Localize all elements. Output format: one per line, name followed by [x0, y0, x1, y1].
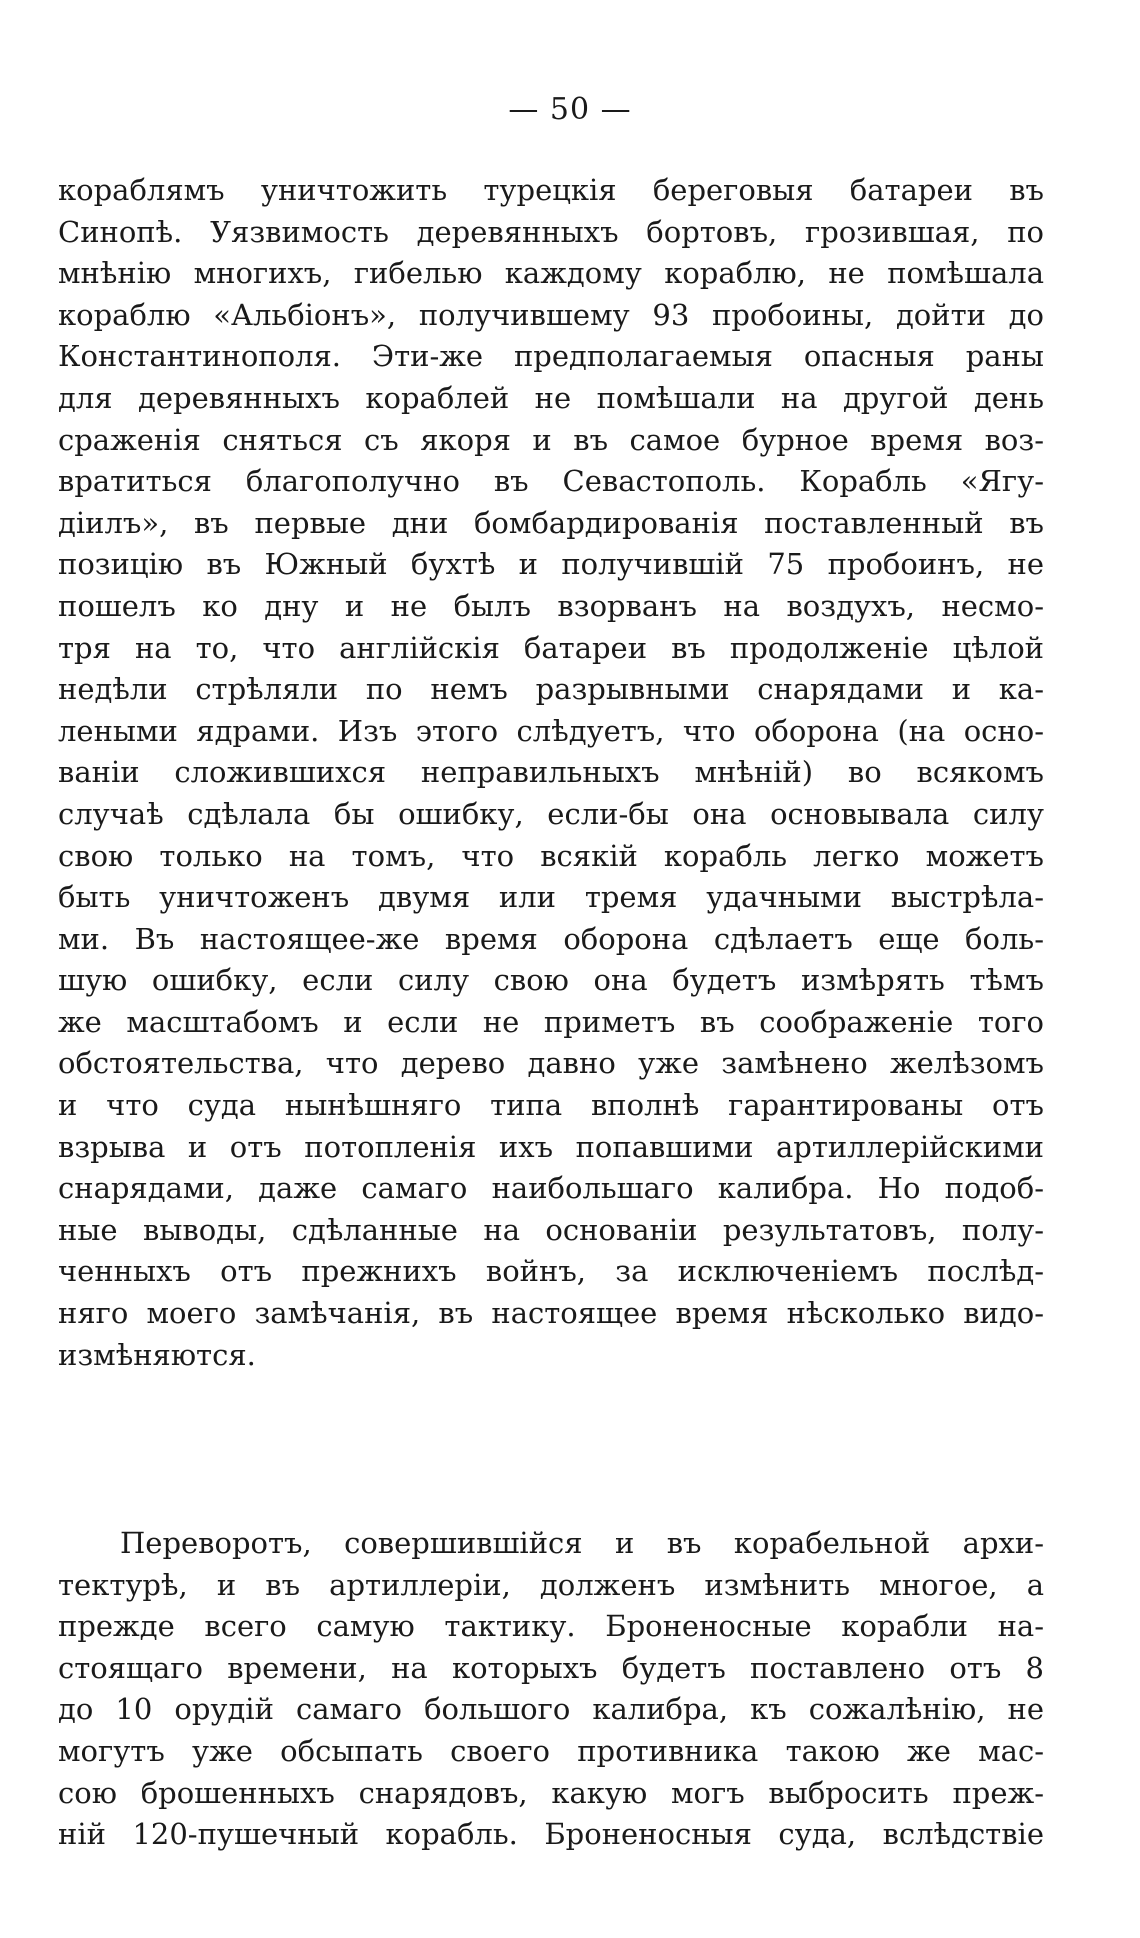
text-line: шую ошибку, если силу свою она будетъ измѣрять тѣмъ — [58, 963, 1044, 998]
text-line: прежде всего самую тактику. Броненосные корабли на- — [58, 1609, 1044, 1644]
text-line: и что суда нынѣшняго типа вполнѣ гарантированы отъ — [58, 1088, 1044, 1123]
page-number: — 50 — — [508, 92, 632, 127]
text-line: пошелъ ко дну и не былъ взорванъ на воздухъ, несмо- — [58, 588, 1044, 623]
text-line: взрыва и отъ потопленія ихъ попавшими артиллерійскими — [58, 1129, 1044, 1164]
text-line: быть уничтоженъ двумя или тремя удачными выстрѣла- — [58, 880, 1044, 915]
text-line: для деревянныхъ кораблей не помѣшали на другой день — [58, 380, 1044, 415]
text-line: ченныхъ отъ прежнихъ войнъ, за исключеніемъ послѣд- — [58, 1254, 1044, 1289]
text-line: кораблю «Альбіонъ», получившему 93 пробоины, дойти до — [58, 297, 1044, 332]
text-line: мнѣнію многихъ, гибелью каждому кораблю, не помѣшала — [58, 256, 1044, 291]
paragraph-2 — [58, 1523, 1044, 1856]
text-line: діилъ», въ первые дни бомбардированія поставленный въ — [58, 505, 1044, 540]
text-line: измѣняются. — [58, 1337, 256, 1372]
text-line: снарядами, даже самаго наибольшаго калибра. Но подоб- — [58, 1171, 1044, 1206]
text-line: Синопѣ. Уязвимость деревянныхъ бортовъ, грозившая, по — [58, 214, 1044, 249]
text-line: стоящаго времени, на которыхъ будетъ поставлено отъ 8 — [58, 1650, 1044, 1685]
text-line: свою только на томъ, что всякій корабль легко можетъ — [58, 838, 1044, 873]
text-line: случаѣ сдѣлала бы ошибку, если-бы она основывала силу — [58, 796, 1044, 831]
text-line: сраженія сняться съ якоря и въ самое бурное время воз- — [58, 422, 1044, 457]
text-line: сою брошенныхъ снарядовъ, какую могъ выбросить преж- — [58, 1775, 1044, 1810]
text-line: тря на то, что англійскія батареи въ продолженіе цѣлой — [58, 630, 1044, 665]
text-line: кораблямъ уничтожить турецкія береговыя батареи въ — [58, 173, 1044, 207]
text-line: Переворотъ, совершившійся и въ корабельной архи- — [120, 1526, 1044, 1560]
paragraph-1 — [58, 170, 1044, 1376]
text-line: могутъ уже обсыпать своего противника такою же мас- — [58, 1733, 1044, 1768]
text-line: ми. Въ настоящее-же время оборона сдѣлаетъ еще боль- — [58, 921, 1044, 956]
text-line: Константинополя. Эти-же предполагаемыя опасныя раны — [58, 339, 1044, 374]
text-line: до 10 орудій самаго большого калибра, къ сожалѣнію, не — [58, 1692, 1044, 1727]
text-line: позицію въ Южный бухтѣ и получившій 75 пробоинъ, не — [58, 547, 1044, 582]
text-line: недѣли стрѣляли по немъ разрывными снарядами и ка- — [58, 672, 1044, 707]
text-line: леными ядрами. Изъ этого слѣдуетъ, что оборона (на осно- — [58, 713, 1044, 748]
text-line: ваніи сложившихся неправильныхъ мнѣній) во всякомъ — [58, 755, 1044, 790]
text-line: ній 120-пушечный корабль. Броненосныя суда, вслѣдствіе — [58, 1817, 1044, 1852]
text-line: ные выводы, сдѣланные на основаніи результатовъ, полу- — [58, 1212, 1044, 1247]
text-line: няго моего замѣчанія, въ настоящее время нѣсколько видо- — [58, 1296, 1044, 1331]
text-line: вратиться благополучно въ Севастополь. Корабль «Ягу- — [58, 464, 1044, 499]
text-line: обстоятельства, что дерево давно уже замѣнено желѣзомъ — [58, 1046, 1044, 1081]
text-line: тектурѣ, и въ артиллеріи, долженъ измѣнить многое, а — [58, 1567, 1044, 1602]
text-line: же масштабомъ и если не приметъ въ соображеніе того — [58, 1004, 1044, 1039]
